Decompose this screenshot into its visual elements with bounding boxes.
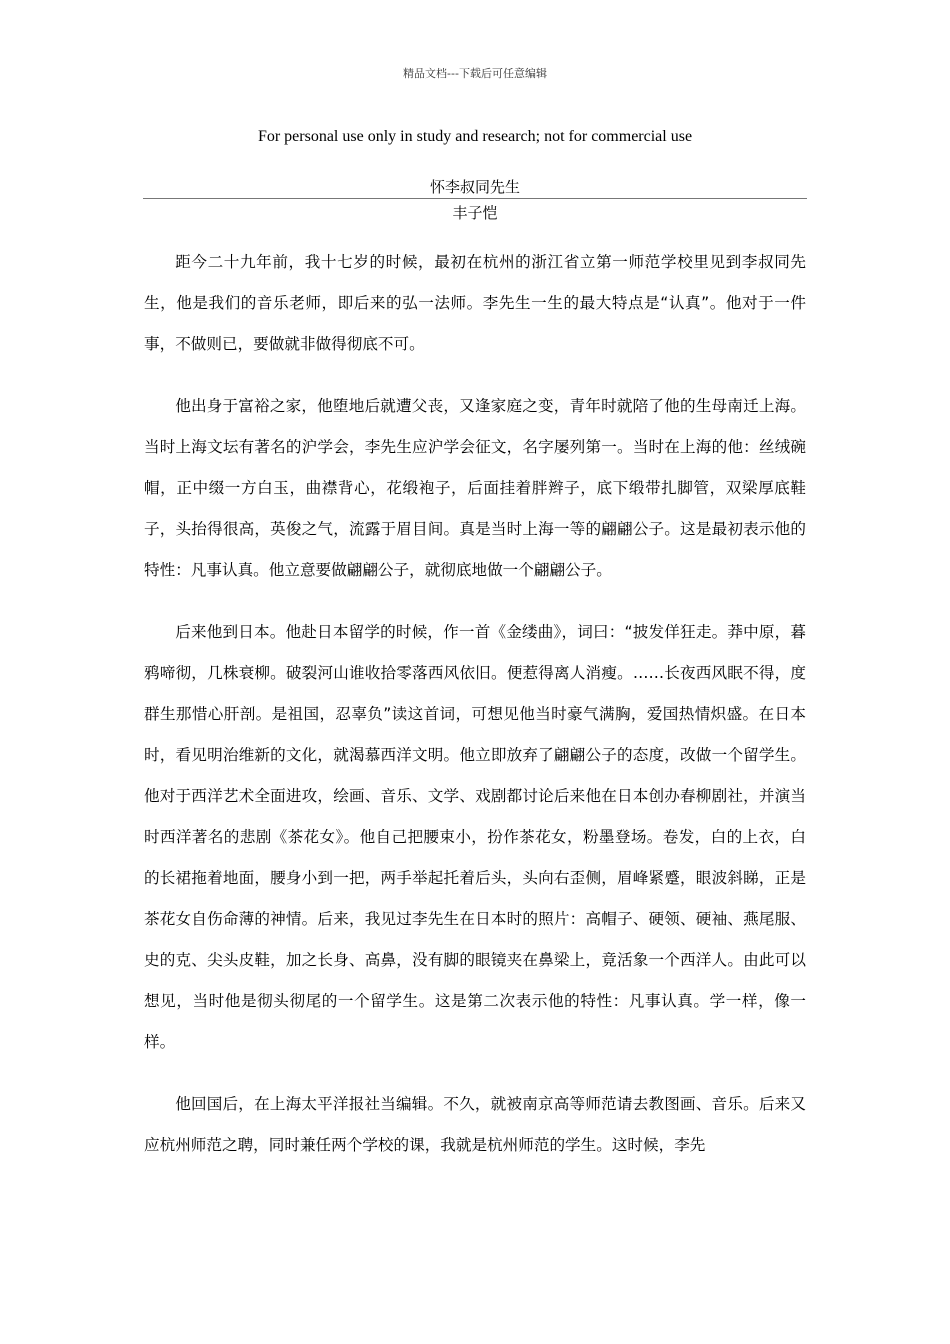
header-note: 精品文档---下载后可任意编辑 <box>403 67 547 80</box>
article-body <box>144 242 806 1187</box>
author: 丰子恺 <box>452 204 498 222</box>
paragraph: 距今二十九年前，我十七岁的时候，最初在杭州的浙江省立第一师范学校里见到李叔同先生，他是我们的音乐老师，即后来的弘一法师。李先生一生的最大特点是“认真”。他对于一件事，不做则已，要做就非做得彻底不可。 <box>144 253 806 353</box>
page-title: 怀李叔同先生 <box>429 178 520 196</box>
disclaimer: For personal use only in study and research; not for commercial use <box>257 128 693 145</box>
paragraph: 他出身于富裕之家，他堕地后就遭父丧，又逢家庭之变，青年时就陪了他的生母南迁上海。当时上海文坛有著名的沪学会，李先生应沪学会征文，名字屡列第一。当时在上海的他：丝绒碗帽，正中缀一方白玉，曲襟背心，花缎袍子，后面挂着胖辫子，底下缎带扎脚管，双梁厚底鞋子，头抬得很高，英俊之气，流露于眉目间。真是当时上海一等的翩翩公子。这是最初表示他的特性：凡事认真。他立意要做翩翩公子，就彻底地做一个翩翩公子。 <box>144 397 806 579</box>
title-divider <box>143 198 807 199</box>
paragraph: 后来他到日本。他赴日本留学的时候，作一首《金缕曲》，词曰：“披发佯狂走。莽中原，暮鸦啼彻，几株衰柳。破裂河山谁收拾零落西风依旧。便惹得离人消瘦。……长夜西风眠不得，度群生那惜心肝剖。是祖国，忍辜负”读这首词，可想见他当时豪气满胸，爱国热情炽盛。在日本时，看见明治维新的文化，就渴慕西洋文明。他立即放弃了翩翩公子的态度，改做一个留学生。他对于西洋艺术全面进攻，绘画、音乐、文学、戏剧都讨论后来他在日本创办春柳剧社，并演当时西洋著名的悲剧《茶花女》。他自己把腰束小，扮作茶花女，粉墨登场。卷发，白的上衣，白的长裙拖着地面，腰身小到一把，两手举起托着后头，头向右歪侧，眉峰紧蹙，眼波斜睇，正是茶花女自伤命薄的神情。后来，我见过李先生在日本时的照片：高帽子、硬领、硬袖、燕尾服、史的克、尖头皮鞋，加之长身、高鼻，没有脚的眼镜夹在鼻梁上，竟活象一个西洋人。由此可以想见，当时他是彻头彻尾的一个留学生。这是第二次表示他的特性：凡事认真。学一样，像一样。 <box>144 623 806 1051</box>
paragraph: 他回国后，在上海太平洋报社当编辑。不久，就被南京高等师范请去教图画、音乐。后来又应杭州师范之聘，同时兼任两个学校的课，我就是杭州师范的学生。这时候，李先 <box>144 1095 806 1154</box>
